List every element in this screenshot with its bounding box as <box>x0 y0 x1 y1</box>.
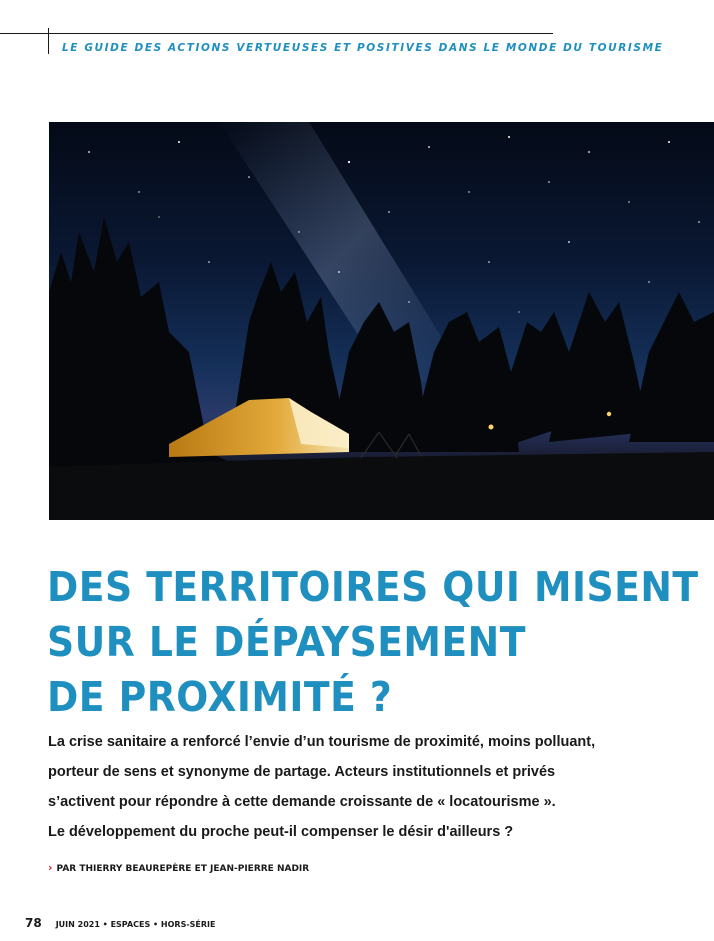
header-vertical-rule <box>48 28 49 54</box>
camping-tent-night-icon <box>49 122 714 520</box>
header-rule <box>0 33 553 34</box>
standfirst-line: Le développement du proche peut-il compenser le désir d'ailleurs ? <box>48 824 514 840</box>
byline-authors: PAR THIERRY BEAUREPÈRE ET JEAN-PIERRE NADIR <box>56 864 310 874</box>
byline <box>48 861 309 874</box>
headline-line: DE PROXIMITÉ ? <box>47 673 393 721</box>
article-standfirst <box>48 727 668 847</box>
headline-line: SUR LE DÉPAYSEMENT <box>47 618 526 666</box>
camping-tent-night-photo <box>49 122 714 520</box>
section-rubric: LE GUIDE DES ACTIONS VERTUEUSES ET POSITIVES DANS LE MONDE DU TOURISME <box>62 42 664 54</box>
issue-info: JUIN 2021 • ESPACES • HORS-SÉRIE <box>55 920 216 929</box>
article-headline <box>47 560 699 725</box>
standfirst-line: s’activent pour répondre à cette demande croissante de « locatourisme ». <box>48 794 556 810</box>
page-number: 78 <box>25 916 42 930</box>
standfirst-line: La crise sanitaire a renforcé l’envie d’un tourisme de proximité, moins polluant, <box>48 734 596 750</box>
page-folio <box>25 916 215 930</box>
standfirst-line: porteur de sens et synonyme de partage. Acteurs institutionnels et privés <box>48 764 556 780</box>
headline-line: DES TERRITOIRES QUI MISENT <box>47 563 699 611</box>
chevron-right-icon: › <box>48 861 53 874</box>
